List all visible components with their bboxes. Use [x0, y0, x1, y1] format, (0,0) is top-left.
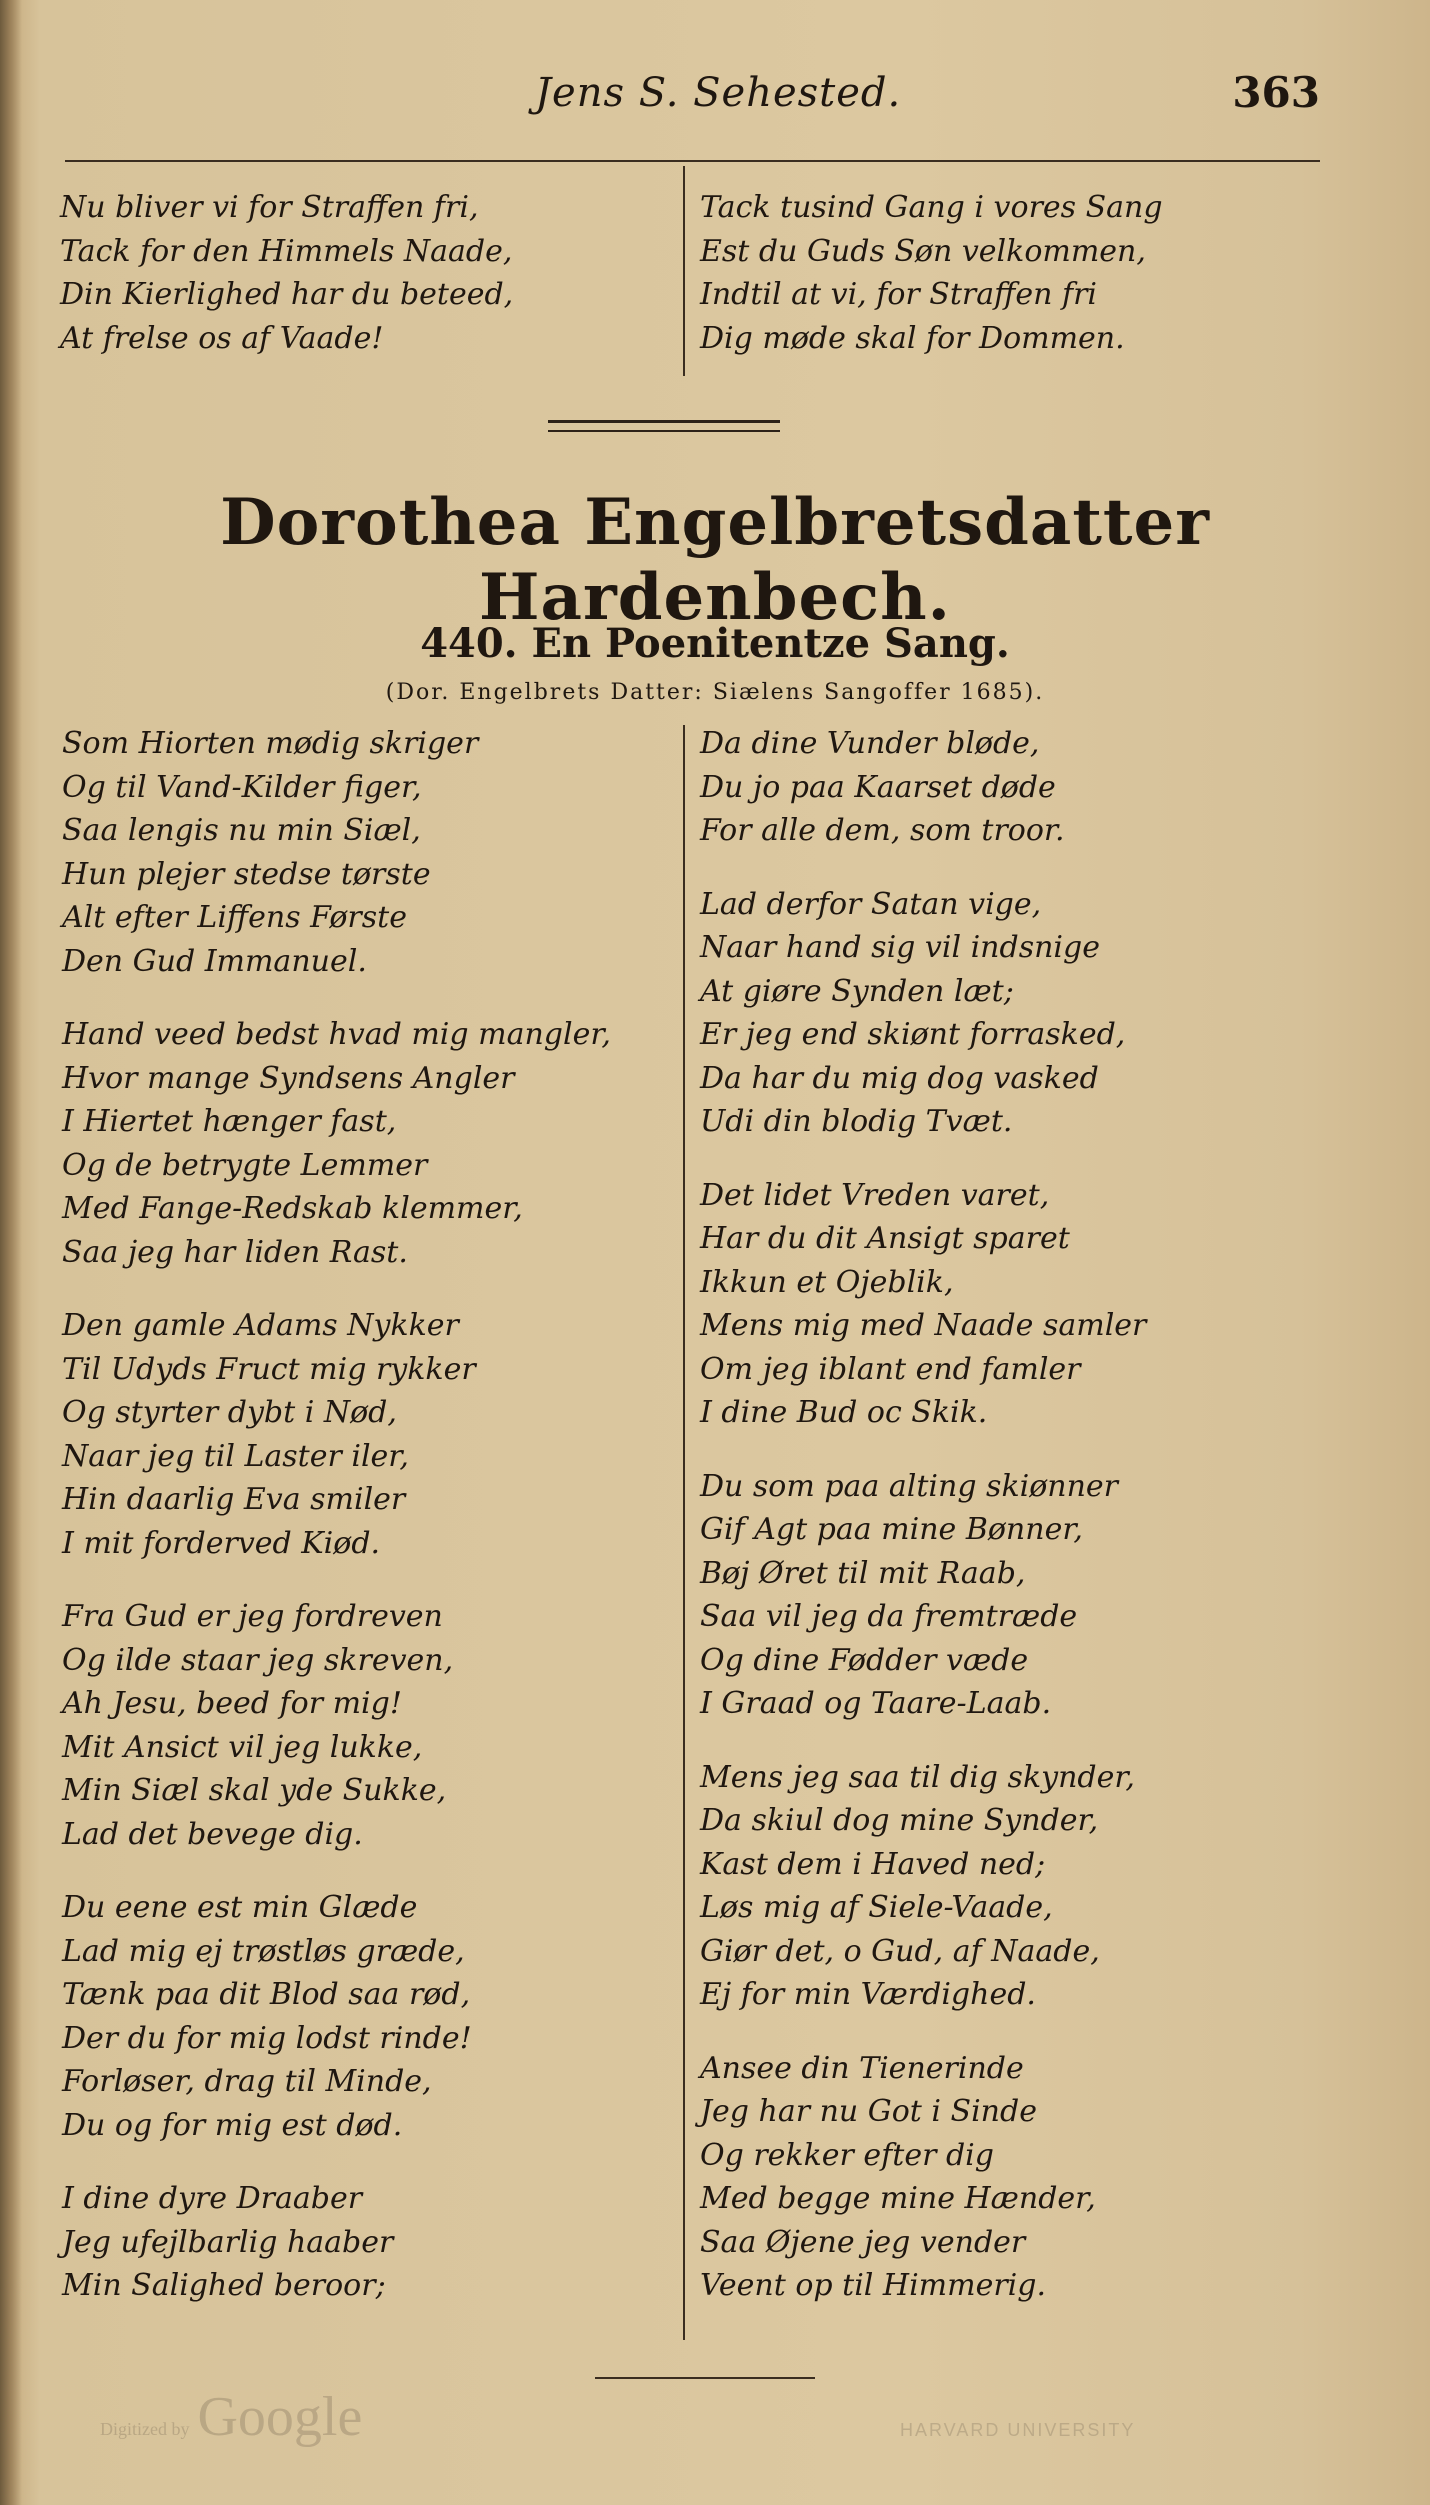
- verse-line: Naar jeg til Laster iler,: [62, 1438, 409, 1474]
- verse-line: Lad mig ej trøstløs græde,: [62, 1933, 465, 1969]
- verse-line: Det lidet Vreden varet,: [700, 1177, 1050, 1213]
- verse-line: Er jeg end skiønt forrasked,: [700, 1017, 1126, 1052]
- verse-line: Indtil at vi, for Straffen fri: [700, 277, 1098, 312]
- verse-line: Saa Øjene jeg vender: [700, 2224, 1026, 2260]
- verse-line: Bøj Øret til mit Raab,: [700, 1555, 1026, 1591]
- watermark-small-text: Digitized by: [100, 2419, 190, 2439]
- verse-line: Forløser, drag til Minde,: [62, 2064, 432, 2099]
- verse-line: For alle dem, som troor.: [700, 813, 1065, 848]
- stanza: [62, 1595, 611, 1856]
- previous-poem-left-stanza: [60, 186, 513, 360]
- verse-line: Tack tusind Gang i vores Sang: [700, 190, 1163, 225]
- column-divider-top: [683, 166, 685, 376]
- verse-line: Min Siæl skal yde Sukke,: [62, 1773, 447, 1808]
- verse-line: Ikkun et Ojeblik,: [700, 1264, 954, 1300]
- stanza: [62, 722, 611, 983]
- author-heading: Dorothea Engelbretsdatter Hardenbech.: [220, 485, 1210, 635]
- stanza: [62, 2177, 611, 2308]
- verse-line: Du jo paa Kaarset døde: [700, 769, 1056, 805]
- digitized-watermark: [100, 2385, 362, 2449]
- verse-line: Ah Jesu, beed for mig!: [62, 1686, 402, 1721]
- verse-line: I Hiertet hænger fast,: [62, 1104, 397, 1139]
- header-rule: [65, 160, 1320, 162]
- verse-line: Gif Agt paa mine Bønner,: [700, 1512, 1083, 1547]
- verse-line: At giøre Synden læt;: [700, 973, 1014, 1009]
- verse-line: I mit forderved Kiød.: [62, 1525, 381, 1561]
- verse-line: Hvor mange Syndsens Angler: [62, 1060, 515, 1096]
- verse-line: I dine Bud oc Skik.: [700, 1395, 988, 1430]
- verse-line: I dine dyre Draaber: [62, 2181, 363, 2216]
- verse-line: Saa vil jeg da fremtræde: [700, 1599, 1078, 1634]
- stanza: [700, 883, 1146, 1144]
- gutter-shadow: [0, 0, 22, 2505]
- stanza: [700, 1174, 1146, 1435]
- verse-line: Jeg har nu Got i Sinde: [700, 2094, 1037, 2129]
- verse-line: Lad derfor Satan vige,: [700, 886, 1042, 922]
- verse-line: Lad det bevege dig.: [62, 1816, 363, 1852]
- stanza: [700, 1465, 1146, 1726]
- verse-line: Nu bliver vi for Straffen fri,: [60, 190, 479, 225]
- verse-line: Din Kierlighed har du beteed,: [60, 277, 514, 312]
- verse-line: Og rekker efter dig: [700, 2137, 994, 2173]
- verse-line: Saa jeg har liden Rast.: [62, 1234, 408, 1270]
- verse-line: Den Gud Immanuel.: [62, 943, 367, 979]
- verse-line: Og dine Fødder væde: [700, 1642, 1029, 1678]
- verse-line: Da skiul dog mine Synder,: [700, 1803, 1099, 1838]
- verse-line: Kast dem i Haved ned;: [700, 1846, 1046, 1882]
- verse-line: Mens jeg saa til dig skynder,: [700, 1759, 1135, 1795]
- stanza: [700, 722, 1146, 853]
- stanza: [700, 1756, 1146, 2017]
- stanza: [62, 1304, 611, 1565]
- verse-line: Du som paa alting skiønner: [700, 1468, 1119, 1504]
- verse-line: Est du Guds Søn velkommen,: [700, 233, 1146, 269]
- page-header: [140, 70, 1320, 140]
- poem-right-column: [700, 722, 1146, 2338]
- poem-title: 440. En Poenitentze Sang.: [420, 620, 1010, 667]
- verse-line: Naar hand sig vil indsnige: [700, 930, 1100, 965]
- verse-line: Med begge mine Hænder,: [700, 2181, 1096, 2216]
- poem-source: (Dor. Engelbrets Datter: Siælens Sangoffer 1685).: [385, 680, 1045, 705]
- verse-line: Da dine Vunder bløde,: [700, 726, 1040, 761]
- watermark-logo-text: Google: [197, 2386, 363, 2448]
- stanza: [62, 1886, 611, 2147]
- stanza: [62, 1013, 611, 1274]
- verse-line: Min Salighed beroor;: [62, 2268, 386, 2303]
- library-watermark: HARVARD UNIVERSITY: [900, 2420, 1136, 2440]
- verse-line: Til Udyds Fruct mig rykker: [62, 1351, 476, 1387]
- verse-line: Saa lengis nu min Siæl,: [62, 813, 421, 848]
- verse-line: Og styrter dybt i Nød,: [62, 1395, 397, 1430]
- verse-line: Alt efter Liffens Første: [62, 900, 407, 935]
- verse-line: Du og for mig est død.: [62, 2107, 403, 2143]
- verse-line: Med Fange-Redskab klemmer,: [62, 1191, 523, 1226]
- verse-line: At frelse os af Vaade!: [60, 320, 384, 356]
- column-divider-main: [683, 725, 685, 2340]
- verse-line: Der du for mig lodst rinde!: [62, 2020, 472, 2056]
- verse-line: Om jeg iblant end famler: [700, 1351, 1081, 1387]
- verse-line: Og til Vand-Kilder figer,: [62, 769, 422, 805]
- verse-line: Løs mig af Siele-Vaade,: [700, 1890, 1053, 1925]
- verse-line: Da har du mig dog vasked: [700, 1060, 1099, 1096]
- verse-line: Tænk paa dit Blod saa rød,: [62, 1977, 471, 2012]
- verse-line: Og de betrygte Lemmer: [62, 1147, 428, 1183]
- running-title: Jens S. Sehested.: [535, 70, 902, 116]
- section-rule: [548, 420, 780, 423]
- poem-left-column: [62, 722, 611, 2338]
- verse-line: Hun plejer stedse tørste: [62, 856, 431, 892]
- verse-line: Fra Gud er jeg fordreven: [62, 1599, 443, 1634]
- verse-line: Du eene est min Glæde: [62, 1890, 418, 1925]
- footer-rule: [595, 2377, 815, 2379]
- page-number: 363: [1232, 68, 1320, 117]
- verse-line: Hin daarlig Eva smiler: [62, 1482, 406, 1517]
- verse-line: Mens mig med Naade samler: [700, 1308, 1147, 1343]
- verse-line: Giør det, o Gud, af Naade,: [700, 1933, 1100, 1969]
- previous-poem-right-stanza: [700, 186, 1163, 360]
- verse-line: Mit Ansict vil jeg lukke,: [62, 1729, 423, 1765]
- verse-line: Udi din blodig Tvæt.: [700, 1104, 1013, 1139]
- verse-line: Ansee din Tienerinde: [700, 2050, 1024, 2086]
- verse-line: Og ilde staar jeg skreven,: [62, 1642, 454, 1678]
- verse-line: Tack for den Himmels Naade,: [60, 233, 513, 269]
- verse-line: Hand veed bedst hvad mig mangler,: [62, 1017, 611, 1052]
- verse-line: I Graad og Taare-Laab.: [700, 1686, 1052, 1721]
- verse-line: Den gamle Adams Nykker: [62, 1308, 459, 1343]
- verse-line: Har du dit Ansigt sparet: [700, 1221, 1070, 1256]
- verse-line: Som Hiorten mødig skriger: [62, 726, 479, 761]
- verse-line: Dig møde skal for Dommen.: [700, 320, 1125, 356]
- verse-line: Veent op til Himmerig.: [700, 2268, 1046, 2303]
- stanza: [700, 2047, 1146, 2308]
- section-rule: [548, 430, 780, 432]
- verse-line: Ej for min Værdighed.: [700, 1977, 1036, 2012]
- verse-line: Jeg ufejlbarlig haaber: [62, 2224, 394, 2260]
